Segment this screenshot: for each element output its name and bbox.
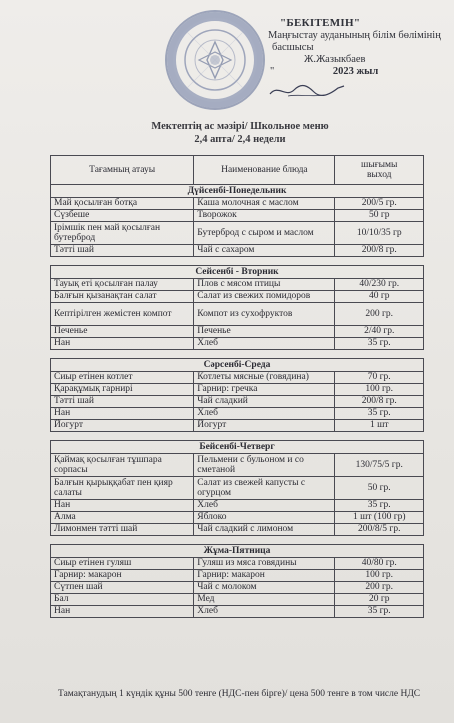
output: 35 гр. — [335, 606, 424, 618]
price-footer: Тамақтанудың 1 күндік құны 500 тенге (НДС-пен бірге)/ цена 500 тенге в том числе НДС — [58, 689, 421, 699]
day-name: Дүйсенбі-Понедельник — [51, 185, 424, 198]
dish-ru: Гуляш из мяса говядины — [194, 558, 335, 570]
day-header-row — [51, 359, 424, 372]
table-row — [51, 524, 424, 536]
table-row — [51, 210, 424, 222]
dish-kz: Нан — [51, 408, 194, 420]
dish-kz: Гарнир: макарон — [51, 570, 194, 582]
day-name: Сейсенбі - Вторник — [51, 266, 424, 279]
table-row — [51, 396, 424, 408]
output: 50 гр. — [335, 477, 424, 500]
table-row — [51, 570, 424, 582]
day-separator-cell — [51, 432, 424, 441]
day-name: Жұма-Пятница — [51, 545, 424, 558]
dish-kz: Нан — [51, 338, 194, 350]
table-row — [51, 372, 424, 384]
dish-kz: Балғын қырыққабат пен қияр салаты — [51, 477, 194, 500]
table-row — [51, 326, 424, 338]
table-row — [51, 198, 424, 210]
approval-org: Маңғыстау ауданының білім бөлімінің — [268, 30, 441, 41]
dish-kz: Сиыр етінен гуляш — [51, 558, 194, 570]
output: 2/40 гр. — [335, 326, 424, 338]
dish-kz: Тәтті шай — [51, 245, 194, 257]
approval-name: Ж.Жазыкбаев — [304, 54, 366, 65]
dish-kz: Алма — [51, 512, 194, 524]
output: 20 гр — [335, 594, 424, 606]
table-row — [51, 512, 424, 524]
day-name: Сәрсенбі-Среда — [51, 359, 424, 372]
day-separator — [51, 257, 424, 266]
dish-ru: Хлеб — [194, 500, 335, 512]
table-row — [51, 245, 424, 257]
output: 100 гр. — [335, 570, 424, 582]
output: 200/8 гр. — [335, 245, 424, 257]
menu-body — [51, 185, 424, 618]
menu-heading-weeks: 2,4 апта/ 2,4 недели — [194, 133, 286, 145]
table-row — [51, 291, 424, 303]
output: 200/8 гр. — [335, 396, 424, 408]
dish-kz: Сүтпен шай — [51, 582, 194, 594]
output: 200 гр. — [335, 582, 424, 594]
approval-date — [270, 66, 448, 78]
output: 50 гр — [335, 210, 424, 222]
approval-year: 2023 жыл — [332, 66, 379, 77]
dish-kz: Нан — [51, 606, 194, 618]
dish-ru: Компот из сухофруктов — [194, 303, 335, 326]
dish-ru: Яблоко — [194, 512, 335, 524]
day-separator — [51, 536, 424, 545]
output: 1 шт (100 гр) — [335, 512, 424, 524]
table-row — [51, 408, 424, 420]
header-dish-kz: Тағамның атауы — [51, 156, 194, 185]
dish-ru: Котлеты мясные (говядина) — [194, 372, 335, 384]
table-row — [51, 338, 424, 350]
header-output-kz: шығымы — [361, 160, 398, 170]
day-separator-cell — [51, 350, 424, 359]
dish-ru: Мед — [194, 594, 335, 606]
dish-ru: Чай сладкий с лимоном — [194, 524, 335, 536]
day-separator-cell — [51, 257, 424, 266]
day-separator — [51, 350, 424, 359]
table-row — [51, 303, 424, 326]
table-row — [51, 582, 424, 594]
dish-ru: Плов с мясом птицы — [194, 279, 335, 291]
output: 40/230 гр. — [335, 279, 424, 291]
table-row — [51, 500, 424, 512]
dish-kz: Йогурт — [51, 420, 194, 432]
dish-ru: Гарнир: гречка — [194, 384, 335, 396]
dish-ru: Пельмени с бульоном и со сметаной — [194, 454, 335, 477]
dish-ru: Бутерброд с сыром и маслом — [194, 222, 335, 245]
official-stamp-icon — [165, 10, 265, 110]
signature-icon — [268, 82, 348, 100]
dish-kz: Қаймақ қосылған тұшпара сорпасы — [51, 454, 194, 477]
dish-ru: Хлеб — [194, 606, 335, 618]
dish-ru: Хлеб — [194, 338, 335, 350]
dish-kz: Тауық еті қосылған палау — [51, 279, 194, 291]
dish-ru: Каша молочная с маслом — [194, 198, 335, 210]
output: 35 гр. — [335, 408, 424, 420]
dish-kz: Лимонмен тәтті шай — [51, 524, 194, 536]
day-header-row — [51, 266, 424, 279]
dish-ru: Йогурт — [194, 420, 335, 432]
output: 10/10/35 гр — [335, 222, 424, 245]
dish-kz: Сүзбеше — [51, 210, 194, 222]
day-header-row — [51, 441, 424, 454]
table-row — [51, 279, 424, 291]
dish-ru: Чай с молоком — [194, 582, 335, 594]
day-name: Бейсенбі-Четверг — [51, 441, 424, 454]
output: 200 гр. — [335, 303, 424, 326]
table-row — [51, 384, 424, 396]
menu-heading — [120, 121, 360, 146]
table-row — [51, 606, 424, 618]
header-dish-ru: Наименование блюда — [194, 156, 335, 185]
dish-kz: Қарақұмық гарнирі — [51, 384, 194, 396]
dish-ru: Хлеб — [194, 408, 335, 420]
dish-ru: Творожок — [194, 210, 335, 222]
approval-date-prefix: " — [270, 66, 277, 77]
menu-heading-title: Мектептің ас мәзірі/ Школьное меню — [151, 121, 329, 132]
approval-title: "БЕКІТЕМІН" — [280, 17, 361, 29]
table-row — [51, 420, 424, 432]
day-header-row — [51, 545, 424, 558]
dish-kz: Ірімшік пен май қосылған бутерброд — [51, 222, 194, 245]
output: 35 гр. — [335, 500, 424, 512]
output: 100 гр. — [335, 384, 424, 396]
output: 40/80 гр. — [335, 558, 424, 570]
approval-block — [268, 17, 448, 78]
dish-ru: Салат из свежей капусты с огурцом — [194, 477, 335, 500]
table-row — [51, 477, 424, 500]
day-header-row — [51, 185, 424, 198]
output: 200/8/5 гр. — [335, 524, 424, 536]
output: 200/5 гр. — [335, 198, 424, 210]
header-output-ru: выход — [366, 170, 392, 180]
dish-kz: Май қосылған ботқа — [51, 198, 194, 210]
dish-kz: Кептірілген жемістен компот — [51, 303, 194, 326]
day-separator-cell — [51, 536, 424, 545]
table-row — [51, 222, 424, 245]
dish-kz: Балғын қызанақтан салат — [51, 291, 194, 303]
dish-kz: Печенье — [51, 326, 194, 338]
table-row — [51, 454, 424, 477]
dish-ru: Гарнир: макарон — [194, 570, 335, 582]
output: 35 гр. — [335, 338, 424, 350]
table-header-row — [51, 156, 424, 185]
dish-ru: Чай сладкий — [194, 396, 335, 408]
dish-ru: Печенье — [194, 326, 335, 338]
output: 70 гр. — [335, 372, 424, 384]
menu-table — [50, 155, 424, 618]
dish-kz: Нан — [51, 500, 194, 512]
approval-position: басшысы — [272, 42, 314, 53]
dish-kz: Тәтті шай — [51, 396, 194, 408]
output: 40 гр — [335, 291, 424, 303]
header-output — [335, 156, 424, 185]
output: 130/75/5 гр. — [335, 454, 424, 477]
table-row — [51, 558, 424, 570]
day-separator — [51, 432, 424, 441]
dish-ru: Чай с сахаром — [194, 245, 335, 257]
output: 1 шт — [335, 420, 424, 432]
dish-kz: Бал — [51, 594, 194, 606]
dish-ru: Салат из свежих помидоров — [194, 291, 335, 303]
table-row — [51, 594, 424, 606]
dish-kz: Сиыр етінен котлет — [51, 372, 194, 384]
